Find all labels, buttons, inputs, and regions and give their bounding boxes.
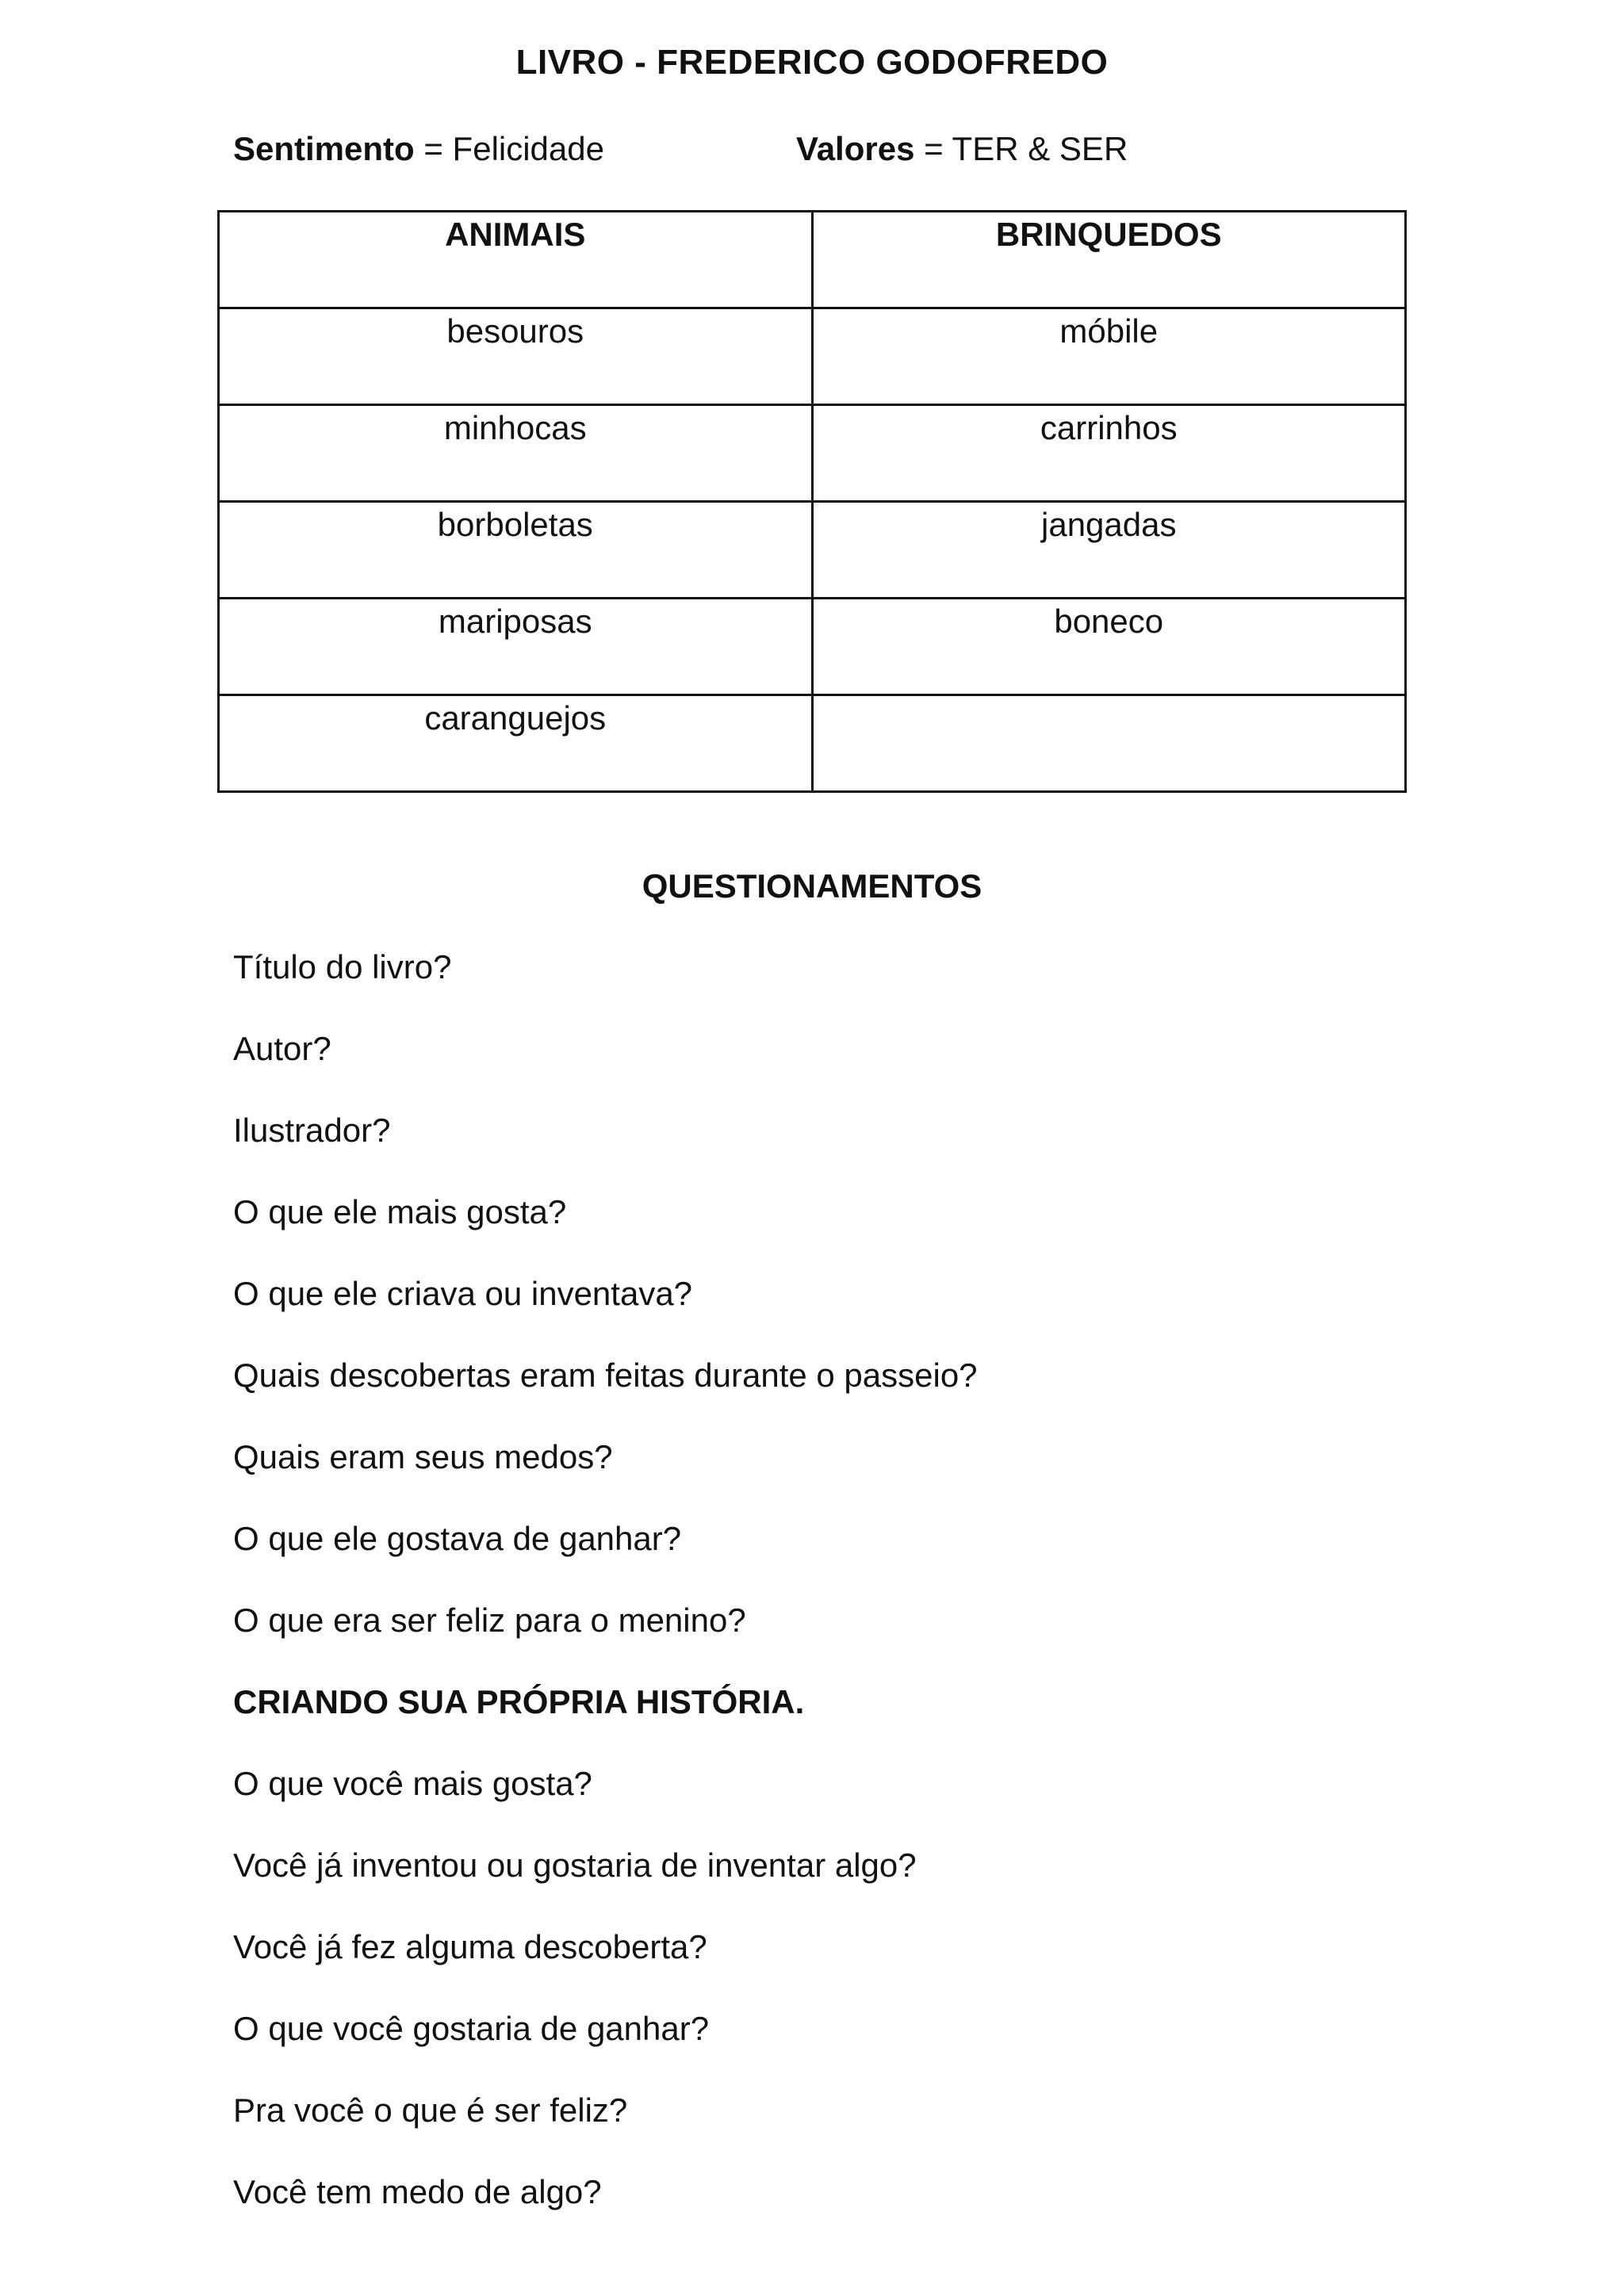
valores-line: [796, 130, 1128, 168]
list-item: O que ele criava ou inventava?: [233, 1275, 693, 1312]
table-cell: carrinhos: [812, 405, 1406, 502]
list-item: Você já inventou ou gostaria de inventar algo?: [233, 1846, 917, 1884]
sentimento-line: [233, 130, 604, 168]
table-cell: jangadas: [812, 502, 1406, 599]
story-heading: CRIANDO SUA PRÓPRIA HISTÓRIA.: [233, 1683, 805, 1720]
table-row: [219, 695, 1406, 792]
list-item: Autor?: [233, 1030, 331, 1067]
table-cell: móbile: [812, 308, 1406, 405]
table-cell: borboletas: [219, 502, 813, 599]
list-item: O que era ser feliz para o menino?: [233, 1601, 746, 1639]
table-cell: caranguejos: [219, 695, 813, 792]
word-table: [217, 210, 1407, 793]
list-item: Você já fez alguma descoberta?: [233, 1928, 707, 1965]
table-cell: besouros: [219, 308, 813, 405]
list-item: Você tem medo de algo?: [233, 2173, 602, 2210]
list-item: Ilustrador?: [233, 1112, 391, 1149]
page-title: LIVRO - FREDERICO GODOFREDO: [515, 43, 1109, 82]
table-cell: mariposas: [219, 599, 813, 695]
table-row: [219, 502, 1406, 599]
list-item: Quais descobertas eram feitas durante o passeio?: [233, 1357, 978, 1394]
questionamentos-title: QUESTIONAMENTOS: [642, 867, 982, 905]
valores-label: Valores: [796, 130, 915, 167]
table-row: [219, 405, 1406, 502]
question-list: [233, 947, 978, 2254]
list-item: Quais eram seus medos?: [233, 1438, 613, 1475]
valores-value: = TER & SER: [914, 130, 1128, 167]
table-row: [219, 599, 1406, 695]
list-item: O que você mais gosta?: [233, 1765, 592, 1802]
list-item: O que você gostaria de ganhar?: [233, 2010, 710, 2047]
table-cell: [812, 695, 1406, 792]
list-item: O que ele mais gosta?: [233, 1193, 567, 1230]
sentimento-label: Sentimento: [233, 130, 415, 167]
table-row: [219, 308, 1406, 405]
header-animais: ANIMAIS: [219, 212, 813, 308]
table-cell: boneco: [812, 599, 1406, 695]
sentimento-value: = Felicidade: [414, 130, 604, 167]
list-item: O que ele gostava de ganhar?: [233, 1520, 682, 1557]
table-header-row: [219, 212, 1406, 308]
table-cell: minhocas: [219, 405, 813, 502]
list-item: Pra você o que é ser feliz?: [233, 2091, 628, 2129]
list-item: Título do livro?: [233, 948, 452, 985]
header-brinquedos: BRINQUEDOS: [812, 212, 1406, 308]
